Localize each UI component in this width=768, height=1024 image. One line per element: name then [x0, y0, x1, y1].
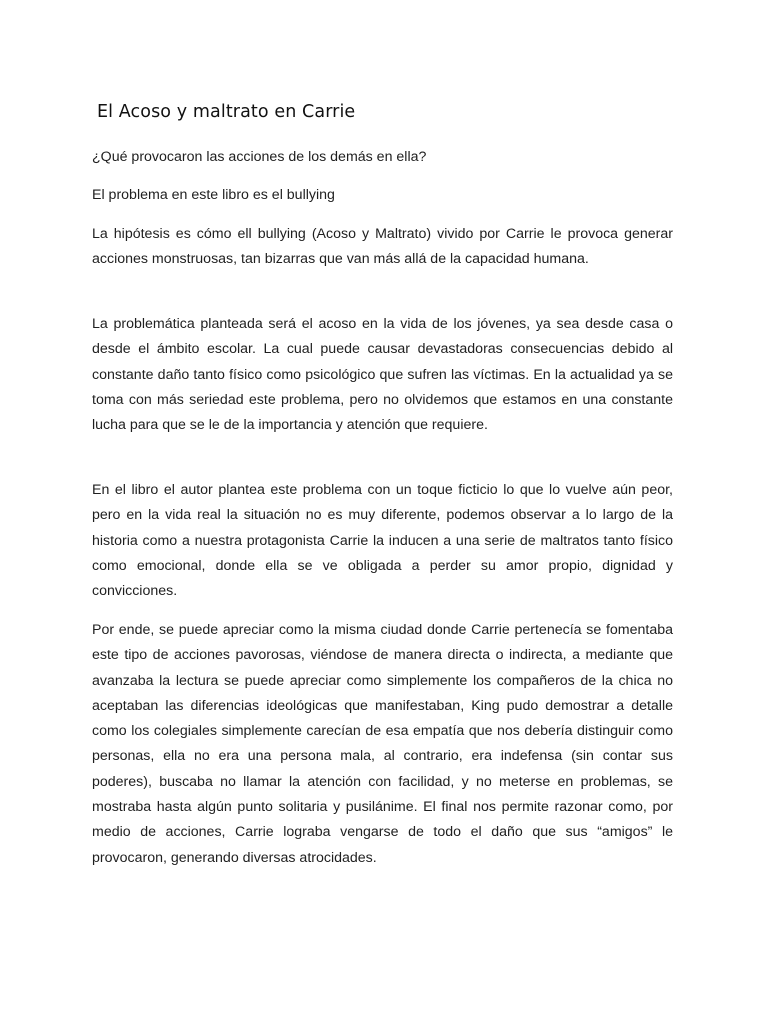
book-analysis-paragraph: En el libro el autor plantea este problema con un toque ficticio lo que lo vuelve aún peor, pero en la vida real la situación no es muy diferente, podemos observar a lo largo de la historia como a nuestra protagonista Carrie la inducen a una serie de maltratos tanto físico como emocional, donde ella se ve obligada a perder su amor propio, dignidad y convicciones.: [92, 482, 673, 600]
problematic-paragraph: La problemática planteada será el acoso en la vida de los jóvenes, ya sea desde casa o desde el ámbito escolar. La cual puede causar devastadoras consecuencias debido al constante daño tanto físico como psicológico que sufren las víctimas. En la actualidad ya se toma con más seriedad este problema, pero no olvidemos que estamos en una constante lucha para que se le de la importancia y atención que requiere.: [92, 316, 673, 434]
document-title: El Acoso y maltrato en Carrie: [97, 102, 356, 122]
conclusion-paragraph: Por ende, se puede apreciar como la misma ciudad donde Carrie pertenecía se fomentaba este tipo de acciones pavorosas, viéndose de manera directa o indirecta, a mediante que avanzaba la lectura se puede apreciar como simplemente los compañeros de la chica no aceptaban las diferencias ideológicas que manifestaban, King pudo demostrar a detalle como los colegiales simplemente carecían de esa empatía que nos debería distinguir como personas, ella no era una persona mala, al contrario, era indefensa (sin contar sus poderes), buscaba no llamar la atención con facilidad, y no meterse en problemas, se mostraba hasta algún punto solitaria y pusilánime. El final nos permite razonar como, por medio de acciones, Carrie lograba vengarse de todo el daño que sus “amigos” le provocaron, generando diversas atrocidades.: [92, 622, 673, 866]
question-paragraph: ¿Qué provocaron las acciones de los demás en ella?: [92, 149, 427, 165]
problem-paragraph: El problema en este libro es el bullying: [92, 187, 335, 203]
hypothesis-paragraph: La hipótesis es cómo ell bullying (Acoso y Maltrato) vivido por Carrie le provoca generar acciones monstruosas, tan bizarras que van más allá de la capacidad humana.: [92, 226, 673, 268]
